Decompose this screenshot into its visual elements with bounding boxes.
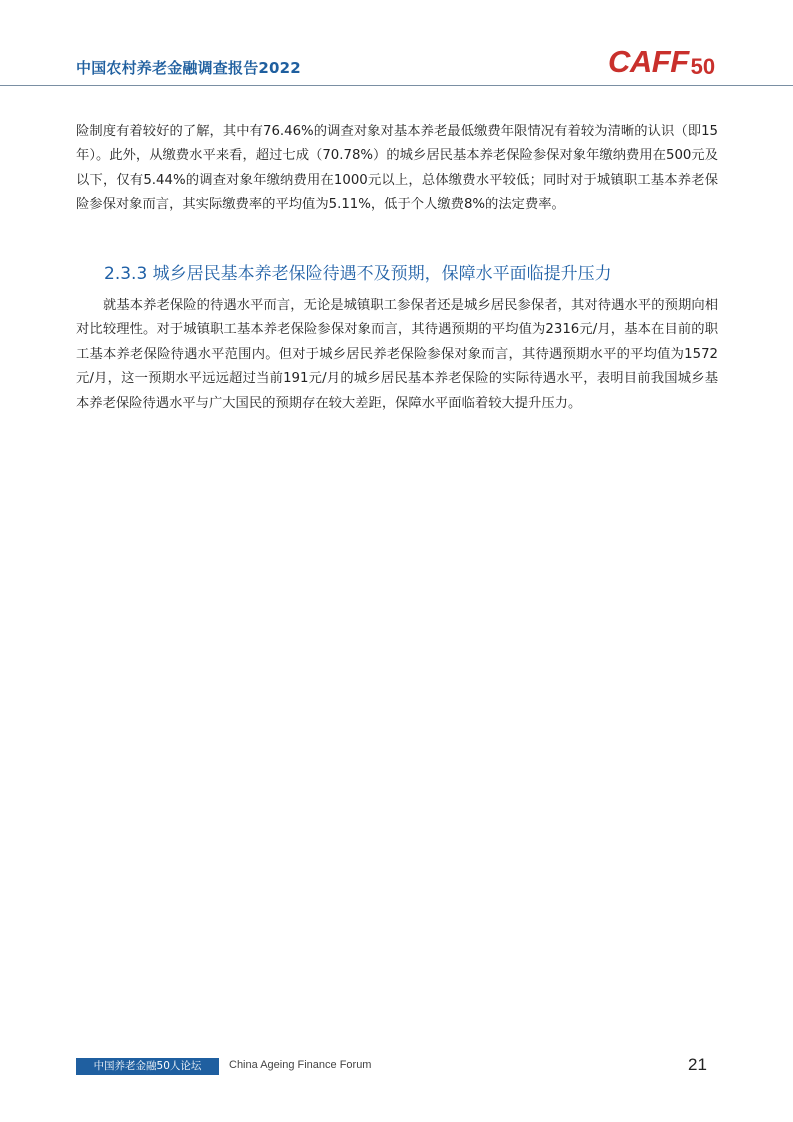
forum-badge: 中国养老金融50人论坛 xyxy=(76,1058,219,1075)
logo-text: CAFF xyxy=(608,44,689,79)
section-heading: 2.3.3 城乡居民基本养老保险待遇不及预期，保障水平面临提升压力 xyxy=(104,264,612,284)
forum-name: China Ageing Finance Forum xyxy=(229,1059,372,1071)
page-number: 21 xyxy=(688,1055,707,1074)
header-divider xyxy=(0,85,793,86)
logo-number: 50 xyxy=(690,54,716,79)
body-paragraph-1: 险制度有着较好的了解，其中有76.46%的调查对象对基本养老最低缴费年限情况有着较为清晰的认识（即15年）。此外，从缴费水平来看，超过七成（70.78%）的城乡居民基本养老保险参保对象年缴纳费用在500元及以下，仅有5.44%的调查对象年缴纳费用在1000元以上，总体缴费水平较低；同时对于城镇职工基本养老保险参保对象而言，其实际缴费率的平均值为5.11%，低于个人缴费8%的法定费率。 xyxy=(76,124,718,213)
caff50-logo xyxy=(608,44,715,80)
body-paragraph-2: 就基本养老保险的待遇水平而言，无论是城镇职工参保者还是城乡居民参保者，其对待遇水平的预期向相对比较理性。对于城镇职工基本养老保险参保对象而言，其待遇预期的平均值为2316元/月，基本在目前的职工基本养老保险待遇水平范围内。但对于城乡居民养老保险参保对象而言，其待遇预期水平的平均值为1572元/月，这一预期水平远远超过当前191元/月的城乡居民基本养老保险的实际待遇水平，表明目前我国城乡基本养老保险待遇水平与广大国民的预期存在较大差距，保障水平面临着较大提升压力。 xyxy=(76,298,718,411)
report-title: 中国农村养老金融调查报告2022 xyxy=(76,59,301,77)
